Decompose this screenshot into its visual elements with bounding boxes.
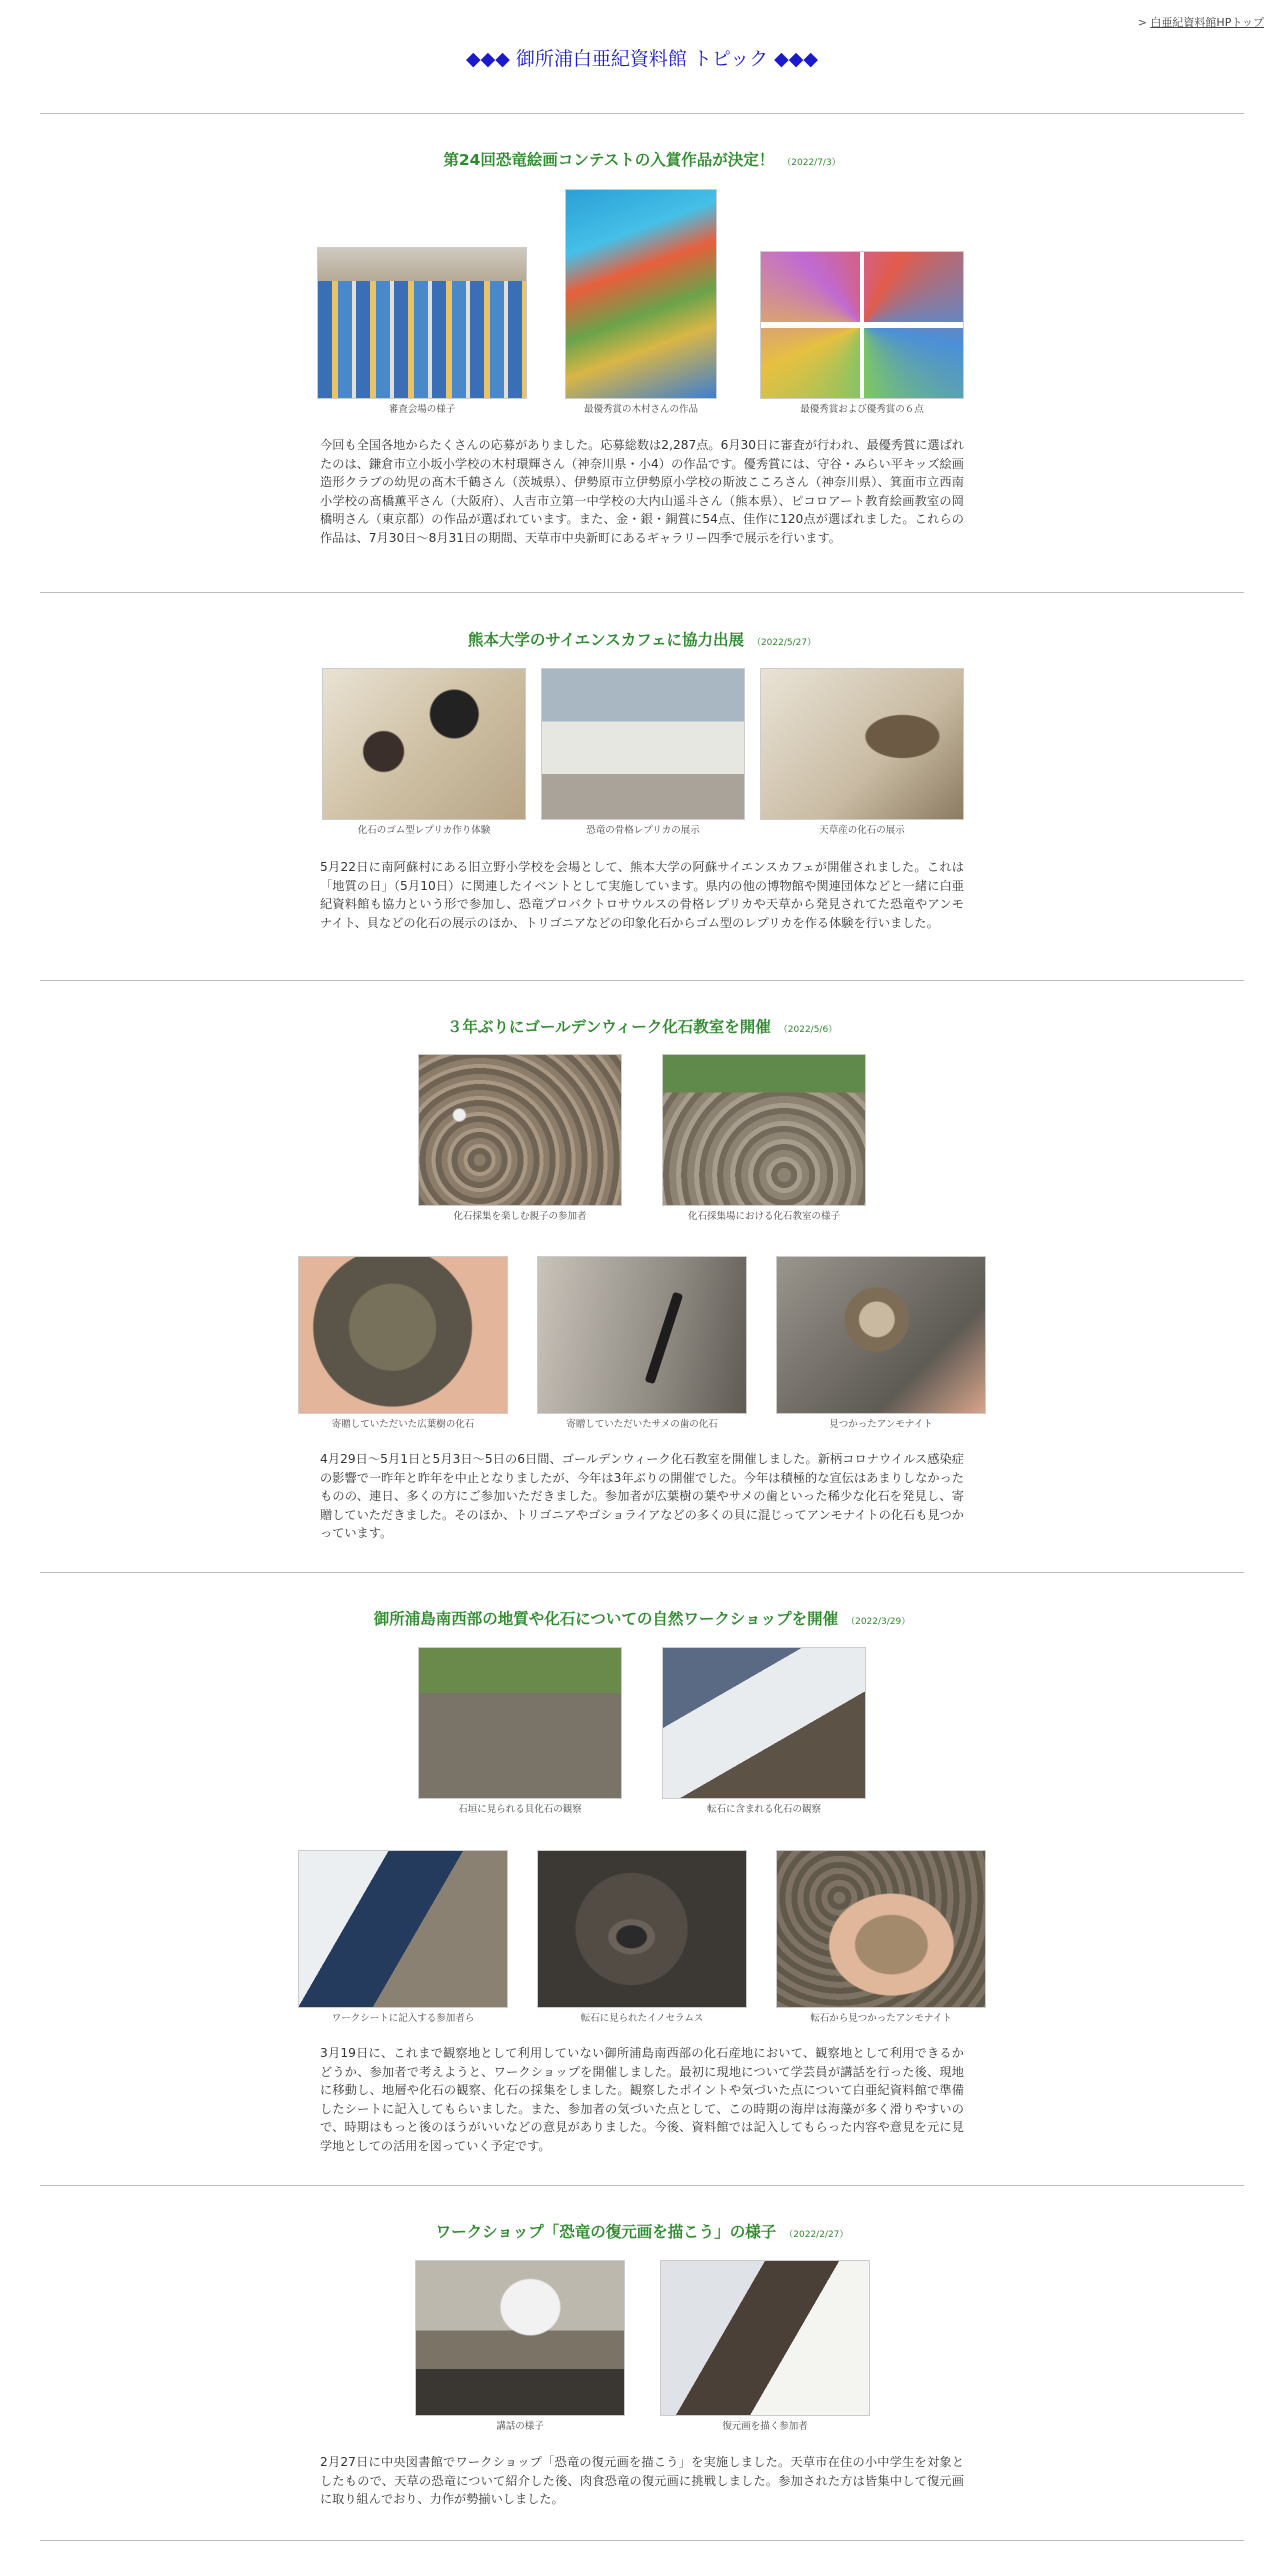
chevron-right-icon: > (1137, 16, 1147, 29)
figure-caption: 見つかったアンモナイト (829, 1419, 933, 1430)
skeleton-display-photo (541, 668, 745, 820)
figure-caption: 恐竜の骨格レプリカの展示 (586, 825, 700, 836)
figure-boulder-ammonite (776, 1850, 986, 2024)
section-body: 3月19日に、これまで観察地として利用していない御所浦島南西部の化石産地において、観察地として利用できるかどうか、参加者で考えようと、ワークショップを開催しました。最初に現地について学芸員が講話を行った後、現地に移動し、地層や化石の観察、化石の採集をしました。観察したポイントや気づいた点について白亜紀資料館で準備したシートに記入してもらいました。また、参加者の気づいた点として、この時期の海岸は海藻が多く滑りやすいので、時期はもっと後のほうがいいなどの意見がありました。今後、資料館では記入してもらった内容や意見を元に見学地としての活用を図っていく予定です。 (320, 2046, 964, 2153)
figure-caption: ワークシートに記入する参加者ら (331, 2013, 475, 2024)
fossil-display-photo (760, 668, 964, 820)
section-body: 5月22日に南阿蘇村にある旧立野小学校を会場として、熊本大学の阿蘇サイエンスカフェが開催されました。これは「地質の日」（5月10日）に関連したイベントとして実施しています。県内の他の博物館や関連団体などと一緒に白亜紀資料館も協力という形で参加し、恐竜プロバクトロサウルスの骨格レプリカや天草から発見されてた恐竜やアンモナイト、貝などの化石の展示のほか、トリゴニアなどの印象化石からゴム型のレプリカを作る体験を行いました。 (320, 860, 964, 930)
fossil-class-photo (662, 1054, 866, 1206)
divider (40, 2540, 1244, 2541)
figure-family-collecting (418, 1054, 622, 1222)
section-body: 2月27日に中央図書館でワークショップ「恐竜の復元画を描こう」を実施しました。天草市在住の小中学生を対象としたもので、天草の恐竜について紹介した後、肉食恐竜の復元画に挑戦しました。参加された方は皆集中して復元画に取り組んでおり、力作が勢揃いしました。 (320, 2455, 964, 2506)
figure-caption: 化石採集場における化石教室の様子 (687, 1211, 840, 1222)
page-title: ◆◆◆ 御所浦白亜紀資料館 トピック ◆◆◆ (465, 48, 819, 70)
judging-hall-photo (317, 247, 527, 399)
figure-ammonite (776, 1256, 986, 1430)
figure-caption: 転石に見られたイノセラムス (580, 2013, 704, 2024)
section-date: （2022/7/3） (782, 158, 841, 168)
figure-caption: 復元画を描く参加者 (722, 2421, 808, 2432)
figure-worksheet (298, 1850, 508, 2024)
figure-caption: 転石から見つかったアンモナイト (810, 2013, 952, 2024)
section-title-4 (0, 1607, 1284, 1629)
section-heading: ワークショップ「恐竜の復元画を描こう」の様子 (435, 2223, 777, 2241)
divider (40, 113, 1244, 114)
figure-caption: 寄贈していただいたサメの歯の化石 (566, 1419, 718, 1430)
worksheet-photo (298, 1850, 508, 2008)
family-collecting-photo (418, 1054, 622, 1206)
winners-collage-photo (760, 251, 964, 399)
figure-skeleton-display (541, 668, 745, 836)
figure-judging-hall (317, 247, 527, 415)
section-body: 4月29日～5月1日と5月3日～5日の6日間、ゴールデンウィーク化石教室を開催しました。新柄コロナウイルス感染症の影響で一昨年と昨年を中止となりましたが、今年は3年ぶりの開催でした。今年は積極的な宣伝はあまりしなかったものの、連日、多くの方にご参加いただきました。参加者が広葉樹の葉やサメの歯といった稀少な化石を発見し、寄贈していただきました。そのほか、トリゴニアやゴショライアなどの多くの貝に混じってアンモナイトの化石も見つかっています。 (320, 1452, 964, 1540)
lecture-photo (415, 2260, 625, 2416)
figure-replica-making (322, 668, 526, 836)
figure-grand-prize (565, 189, 717, 415)
divider (40, 1572, 1244, 1573)
ammonite-photo (776, 1256, 986, 1414)
figure-caption: 審査会場の様子 (388, 404, 456, 415)
section-date: （2022/5/27） (751, 638, 817, 648)
section-title-1 (0, 148, 1284, 170)
figure-caption: 寄贈していただいた広葉樹の化石 (331, 1419, 475, 1430)
divider (40, 592, 1244, 593)
homepage-top-link[interactable]: 白亜紀資料館HPトップ (1150, 16, 1264, 29)
figure-fossil-display (760, 668, 964, 836)
section-heading: ３年ぶりにゴールデンウィーク化石教室を開催 (446, 1018, 771, 1036)
section-heading: 第24回恐竜絵画コンテストの入賞作品が決定！ (443, 151, 775, 169)
section-body: 今回も全国各地からたくさんの応募がありました。応募総数は2,287点。6月30日に審査が行われ、最優秀賞に選ばれたのは、鎌倉市立小坂小学校の木村環輝さん（神奈川県・小4）の作品です。優秀賞には、守谷・みらい平キッズ絵画造形クラブの幼児の髙木千鶴さん（茨城県）、伊勢原市立伊勢原小学校の斯波こころさん（神奈川県）、箕面市立西南小学校の髙橋薫平さん（大阪府）、人吉市立第一中学校の大内山遥斗さん（熊本県）、ピコロアート教育絵画教室の岡橋明さん（東京都）の作品が選ばれています。また、金・銀・銅賞に54点、佳作に120点が選ばれました。これらの作品は、7月30日～8月31日の期間、天草市中央新町にあるギャラリー四季で展示を行います。 (320, 438, 964, 545)
shark-tooth-photo (537, 1256, 747, 1414)
figure-caption: 講話の様子 (496, 2421, 544, 2432)
figure-leaf-fossil (298, 1256, 508, 1430)
boulder-observation-photo (662, 1647, 866, 1799)
figure-caption: 天草産の化石の展示 (819, 825, 905, 836)
figure-caption: 最優秀賞および優秀賞の６点 (800, 404, 924, 415)
figure-caption: 化石採集を楽しむ親子の参加者 (453, 1211, 587, 1222)
figure-fossil-class (662, 1054, 866, 1222)
inoceramus-photo (537, 1850, 747, 2008)
figure-drawing (660, 2260, 870, 2432)
grand-prize-artwork-photo (565, 189, 717, 399)
boulder-ammonite-photo (776, 1850, 986, 2008)
figure-inoceramus (537, 1850, 747, 2024)
section-heading: 御所浦島南西部の地質や化石についての自然ワークショップを開催 (373, 1610, 839, 1628)
figure-caption: 化石のゴム型レプリカ作り体験 (357, 825, 491, 836)
top-link-area (1138, 14, 1264, 30)
figure-caption: 最優秀賞の木村さんの作品 (583, 404, 698, 415)
figure-shark-tooth (537, 1256, 747, 1430)
figure-six-winners (760, 251, 964, 415)
figure-caption: 石垣に見られる貝化石の観察 (458, 1804, 582, 1815)
section-title-5 (0, 2220, 1284, 2242)
section-title-2 (0, 628, 1284, 650)
divider (40, 980, 1244, 981)
stone-wall-photo (418, 1647, 622, 1799)
section-date: （2022/3/29） (846, 1617, 911, 1627)
section-title-3 (0, 1015, 1284, 1037)
leaf-fossil-photo (298, 1256, 508, 1414)
section-heading: 熊本大学のサイエンスカフェに協力出展 (467, 631, 744, 649)
figure-lecture (415, 2260, 625, 2432)
section-date: （2022/5/6） (778, 1025, 838, 1035)
divider (40, 2185, 1244, 2186)
figure-caption: 転石に含まれる化石の観察 (706, 1804, 821, 1815)
section-date: （2022/2/27） (784, 2230, 849, 2240)
figure-boulder-observation (662, 1647, 866, 1815)
drawing-participant-photo (660, 2260, 870, 2416)
replica-making-photo (322, 668, 526, 820)
figure-stone-wall (418, 1647, 622, 1815)
